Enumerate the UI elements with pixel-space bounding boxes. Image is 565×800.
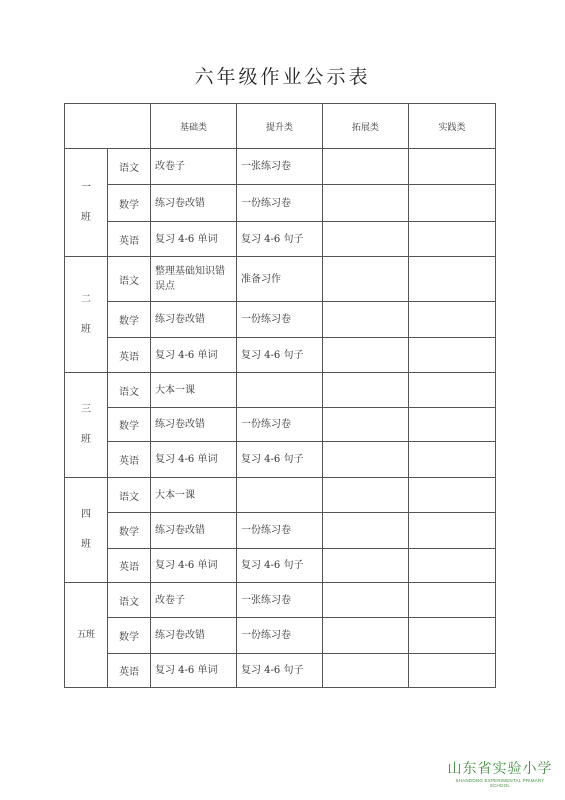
table-row [65,149,496,185]
class-label [65,149,108,257]
class-label-top: 二 [81,293,91,305]
practice-cell [409,442,496,478]
table-row [65,513,496,549]
header-practice: 实践类 [409,104,496,149]
improve-cell: 一份练习卷 [237,185,323,222]
subject-cell: 数学 [108,513,151,549]
subject-cell: 英语 [108,338,151,373]
table-row [65,222,496,257]
subject-cell: 语文 [108,583,151,618]
class-label-top: 五班 [76,630,95,640]
subject-cell: 英语 [108,654,151,688]
school-name-cn: 山东省实验小学 [447,761,553,777]
class-label [65,257,108,373]
practice-cell [409,478,496,513]
practice-cell [409,654,496,688]
header-improve: 提升类 [237,104,323,149]
subject-cell: 语文 [108,149,151,185]
subject-cell: 语文 [108,257,151,302]
table-row [65,373,496,408]
basic-cell: 改卷子 [151,149,237,185]
practice-cell [409,513,496,549]
improve-cell: 一份练习卷 [237,408,323,442]
class-label-top: 三 [81,404,91,415]
subject-cell: 数学 [108,185,151,222]
practice-cell [409,149,496,185]
practice-cell [409,257,496,302]
extend-cell [323,373,409,408]
practice-cell [409,583,496,618]
class-label-top: 四 [81,509,91,520]
basic-cell: 练习卷改错 [151,618,237,654]
basic-cell: 大本一课 [151,478,237,513]
improve-cell: 一份练习卷 [237,618,323,654]
table-row [65,185,496,222]
header-basic: 基础类 [151,104,237,149]
basic-cell: 大本一课 [151,373,237,408]
practice-cell [409,222,496,257]
table-row [65,618,496,654]
extend-cell [323,654,409,688]
improve-cell: 复习 4-6 句子 [237,549,323,583]
extend-cell [323,513,409,549]
basic-cell: 复习 4-6 单词 [151,549,237,583]
extend-cell [323,222,409,257]
extend-cell [323,185,409,222]
table-row [65,549,496,583]
subject-cell: 语文 [108,478,151,513]
class-label-top: 一 [81,181,91,193]
improve-cell: 复习 4-6 句子 [237,654,323,688]
practice-cell [409,408,496,442]
class-label-bottom: 班 [81,434,91,445]
table-row [65,338,496,373]
class-label-bottom: 班 [81,323,91,335]
header-row [65,104,496,149]
table-row [65,583,496,618]
table-row [65,302,496,338]
extend-cell [323,549,409,583]
basic-cell: 复习 4-6 单词 [151,222,237,257]
extend-cell [323,149,409,185]
improve-cell: 复习 4-6 句子 [237,442,323,478]
basic-cell: 练习卷改错 [151,302,237,338]
improve-cell: 复习 4-6 句子 [237,338,323,373]
practice-cell [409,302,496,338]
practice-cell [409,185,496,222]
basic-cell: 整理基础知识错误点 [151,257,237,302]
class-label-bottom: 班 [81,211,91,223]
practice-cell [409,373,496,408]
page-title: 六年级作业公示表 [194,66,371,88]
improve-cell: 一份练习卷 [237,513,323,549]
extend-cell [323,338,409,373]
extend-cell [323,257,409,302]
subject-cell: 英语 [108,549,151,583]
basic-cell: 复习 4-6 单词 [151,654,237,688]
table-row [65,442,496,478]
header-extend: 拓展类 [323,104,409,149]
extend-cell [323,408,409,442]
extend-cell [323,302,409,338]
table-row [65,654,496,688]
extend-cell [323,583,409,618]
improve-cell: 一张练习卷 [237,583,323,618]
basic-cell: 复习 4-6 单词 [151,442,237,478]
subject-cell: 语文 [108,373,151,408]
improve-cell: 一张练习卷 [237,149,323,185]
improve-cell [237,373,323,408]
subject-cell: 数学 [108,302,151,338]
class-label [65,373,108,478]
subject-cell: 英语 [108,442,151,478]
class-label-bottom: 班 [81,539,91,550]
extend-cell [323,442,409,478]
table-body [65,149,496,688]
school-name-en: SHANDONG EXPERIMENTAL PRIMARY SCHOOL [455,778,545,788]
subject-cell: 数学 [108,408,151,442]
improve-cell: 准备习作 [237,257,323,302]
basic-cell: 改卷子 [151,583,237,618]
header-blank [65,104,151,149]
table-row [65,408,496,442]
improve-cell [237,478,323,513]
basic-cell: 练习卷改错 [151,408,237,442]
school-logo [445,758,555,788]
practice-cell [409,618,496,654]
improve-cell: 一份练习卷 [237,302,323,338]
homework-table [64,103,496,688]
class-label [65,478,108,583]
improve-cell: 复习 4-6 句子 [237,222,323,257]
practice-cell [409,549,496,583]
practice-cell [409,338,496,373]
table-row [65,478,496,513]
subject-cell: 数学 [108,618,151,654]
basic-cell: 练习卷改错 [151,185,237,222]
table-row [65,257,496,302]
extend-cell [323,618,409,654]
class-label [65,583,108,688]
subject-cell: 英语 [108,222,151,257]
extend-cell [323,478,409,513]
basic-cell: 复习 4-6 单词 [151,338,237,373]
basic-cell: 练习卷改错 [151,513,237,549]
